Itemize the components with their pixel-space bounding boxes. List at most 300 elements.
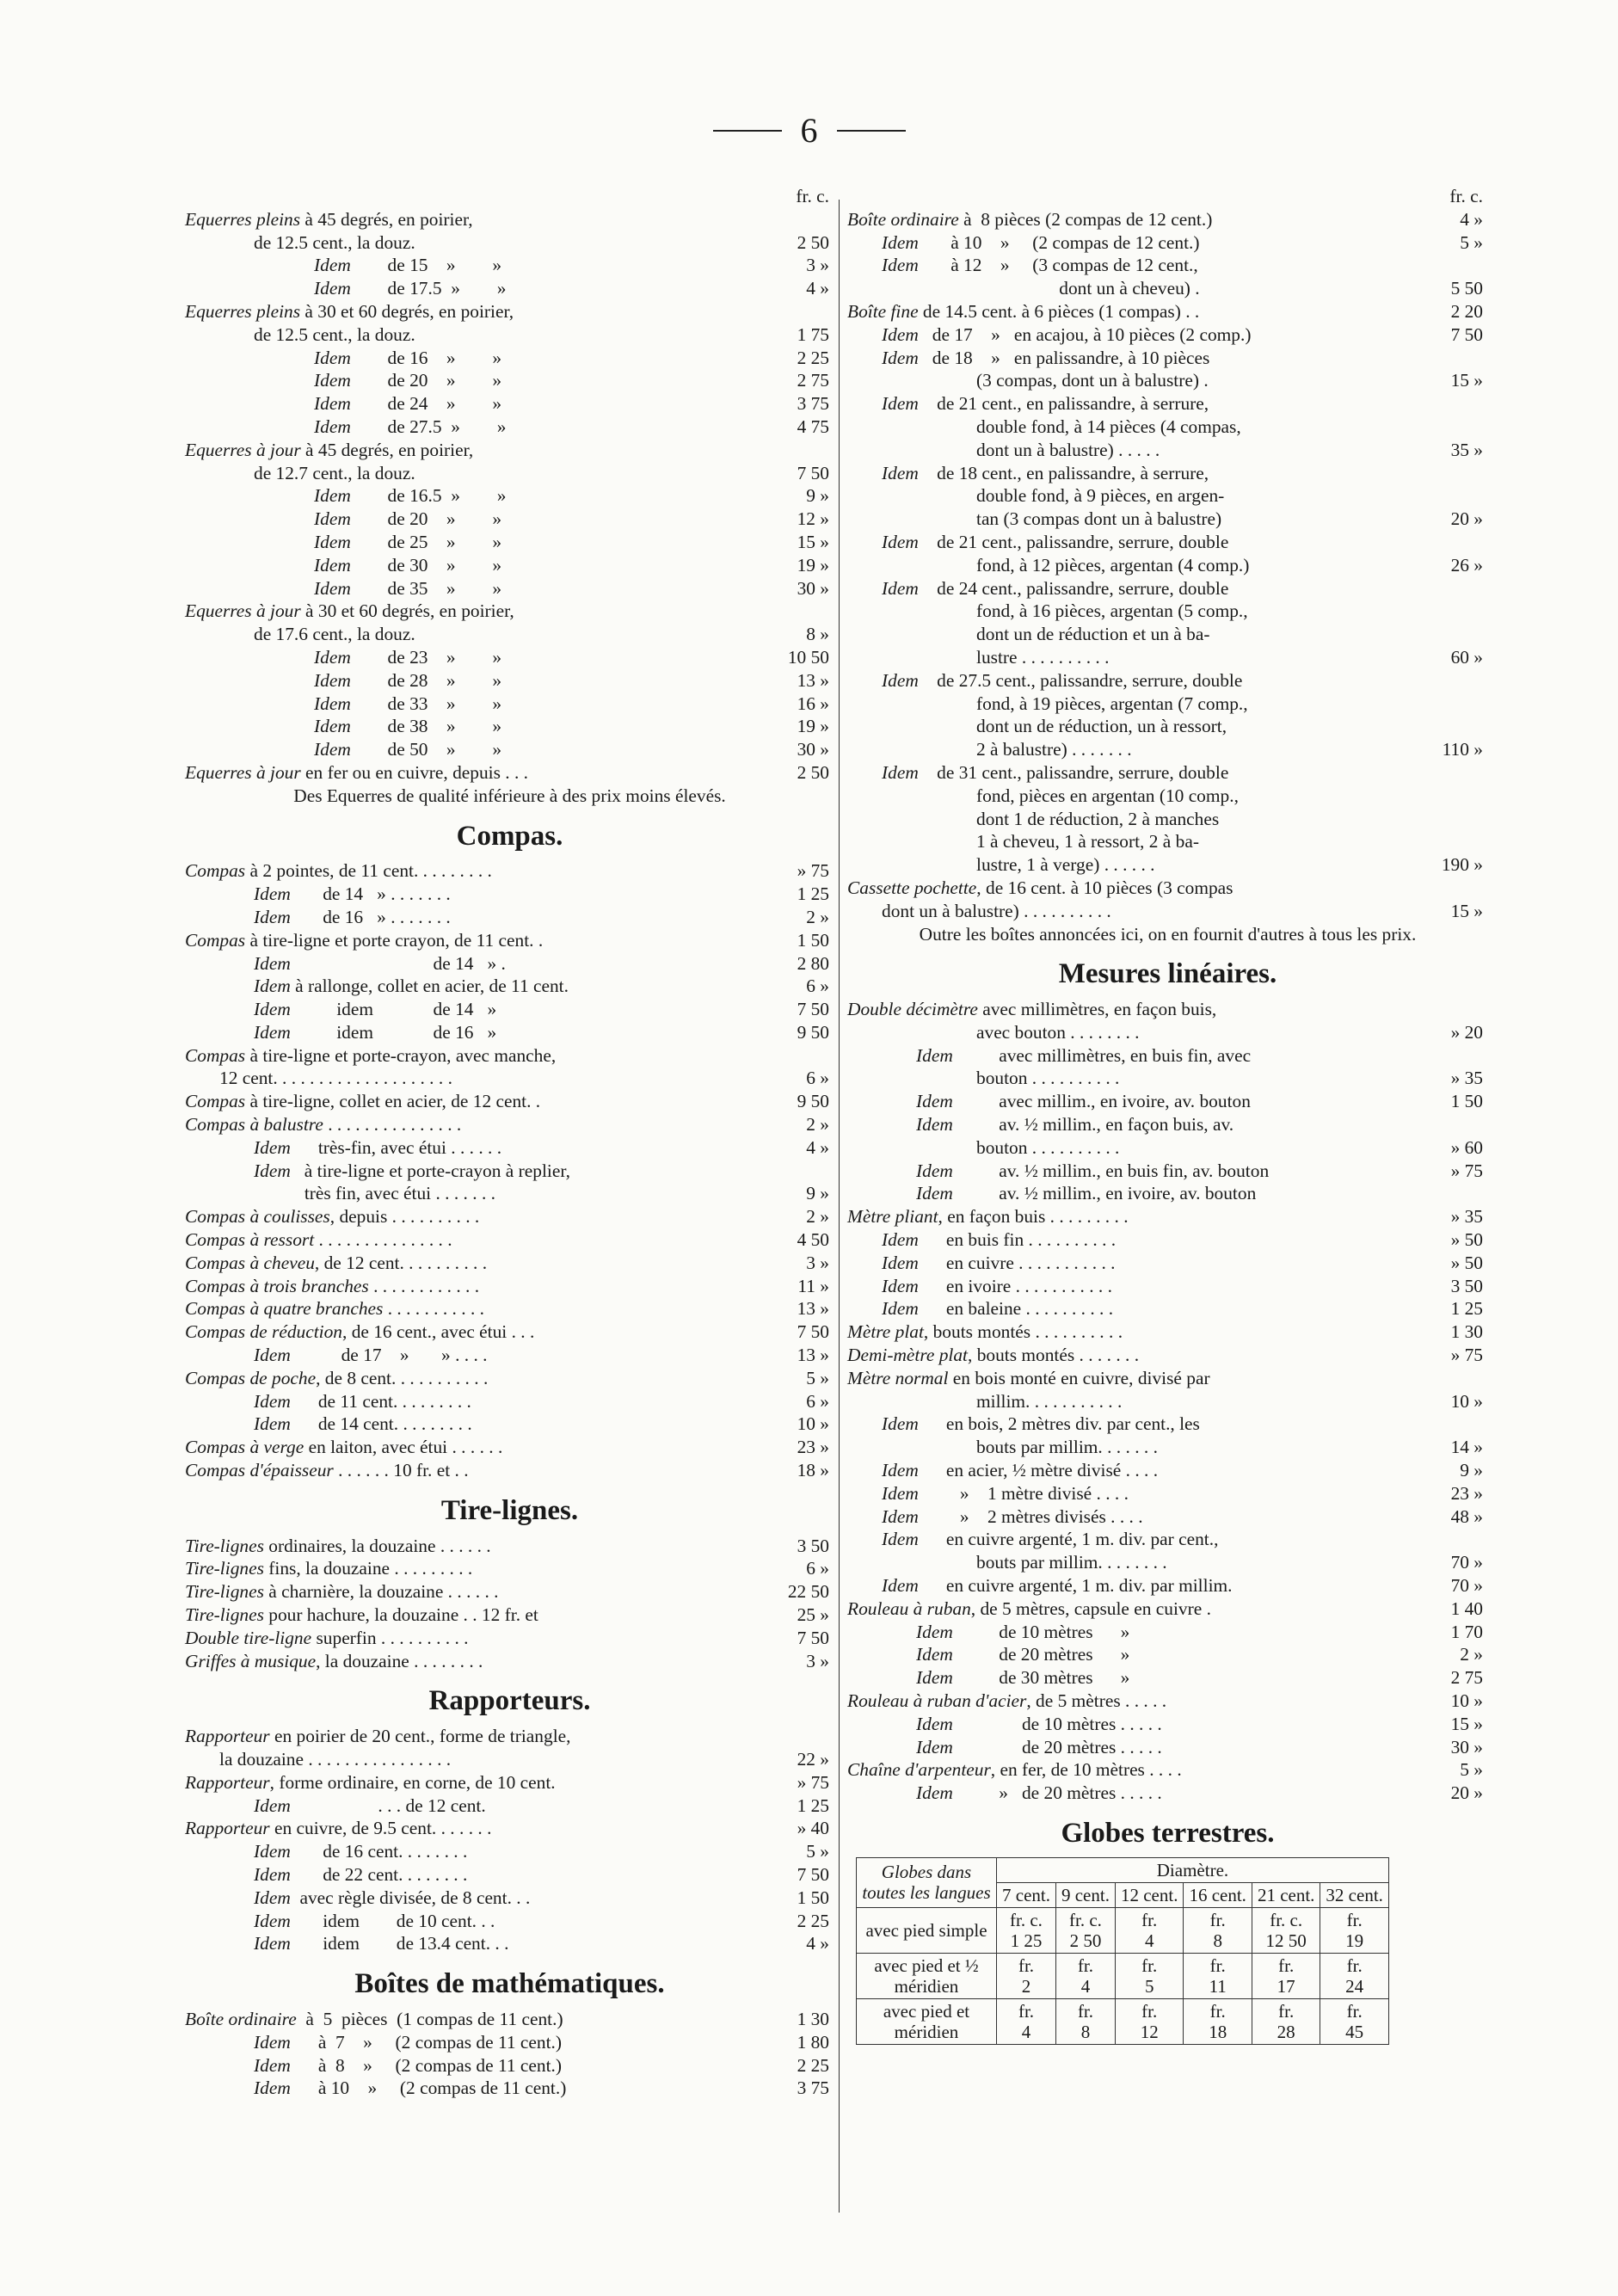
item-price: » 75 (1450, 1160, 1483, 1181)
item-label: bouts par millim. . . . . . . . (976, 1552, 1167, 1573)
item-label: avec bouton . . . . . . . . (976, 1021, 1140, 1043)
item-label: de 12.5 cent., la douz. (254, 323, 415, 345)
item-price: 7 50 (797, 999, 829, 1020)
price-row (847, 1621, 1488, 1644)
price-row (847, 1344, 1488, 1367)
price-value: 2 (1021, 1975, 1031, 1997)
price-row (185, 347, 834, 370)
price-row (847, 300, 1488, 323)
price-unit: fr. (1278, 1954, 1295, 1976)
price-value: 45 (1345, 2021, 1364, 2042)
globe-price-cell (1252, 1998, 1320, 2044)
globe-price-cell (1184, 1953, 1252, 1998)
price-row (185, 1932, 834, 1955)
item-label: Idem de 16 cent. . . . . . . . (254, 1841, 468, 1862)
price-value: 19 (1345, 1930, 1364, 1951)
item-price: 10 » (1450, 1390, 1483, 1412)
price-row (847, 830, 1488, 853)
price-row (185, 952, 834, 976)
price-value: 4 (1144, 1930, 1154, 1951)
item-label: Idem en cuivre argenté, 1 m. div. par cent., (882, 1529, 1219, 1550)
item-label: Compas de poche, de 8 cent. . . . . . . . . . . (185, 1367, 489, 1388)
item-label: Idem à 8 » (2 compas de 11 cent.) (254, 2054, 562, 2076)
price-value: 28 (1277, 2021, 1295, 2042)
price-value: 8 (1213, 1930, 1222, 1951)
price-row (847, 1436, 1488, 1459)
item-price: 2 25 (797, 1910, 829, 1931)
item-price: 3 » (806, 255, 829, 276)
item-label: Idem de 31 cent., palissandre, serrure, double (882, 761, 1229, 783)
item-price: 2 » (806, 1206, 829, 1228)
price-row (185, 1252, 834, 1275)
item-label: Idem de 18 cent., en palissandre, à serrure, (882, 462, 1209, 483)
item-price: 190 » (1441, 854, 1483, 876)
item-label: Mètre pliant, en façon buis . . . . . . . . . (847, 1206, 1129, 1228)
price-row (847, 1090, 1488, 1113)
item-label: Idem idem de 13.4 cent. . . (254, 1933, 509, 1954)
price-row (185, 1390, 834, 1413)
item-price: 1 30 (1450, 1321, 1483, 1343)
price-row (185, 1748, 834, 1771)
item-label: Idem de 50 » » (314, 739, 502, 760)
rapporteurs-list (185, 1725, 834, 1955)
price-row (185, 1459, 834, 1482)
price-row (847, 715, 1488, 738)
item-price: 1 25 (1450, 1298, 1483, 1320)
price-row (185, 1436, 834, 1459)
item-label: bouton . . . . . . . . . . (976, 1136, 1120, 1158)
item-label: Idem » 2 mètres divisés . . . . (882, 1505, 1143, 1527)
item-price: 2 50 (797, 231, 829, 253)
price-row (185, 1136, 834, 1160)
item-label: Idem de 14 » . . . . . . . (254, 883, 451, 905)
boites-note: Outre les boîtes annoncées ici, on en fournit d'autres à tous les prix. (919, 923, 1417, 945)
price-row (847, 1252, 1488, 1275)
item-label: Equerres pleins à 30 et 60 degrés, en poirier, (185, 300, 514, 322)
item-price: » 75 (1450, 1345, 1483, 1366)
price-row (185, 1067, 834, 1090)
item-label: Idem à tire-ligne et porte-crayon à replier, (254, 1160, 570, 1181)
item-price: 7 50 (797, 1321, 829, 1343)
item-label: dont un à balustre) . . . . . (976, 439, 1160, 460)
item-label: Compas de réduction, de 16 cent., avec étui . . . (185, 1321, 535, 1343)
item-price: » 50 (1450, 1229, 1483, 1251)
section-title-tirelignes: Tire-lignes. (440, 1494, 579, 1526)
item-label: Idem » de 20 mètres . . . . . (916, 1782, 1162, 1804)
item-label: Idem av. ½ millim., en façon buis, av. (916, 1114, 1234, 1136)
item-label: Idem de 38 » » (314, 716, 502, 737)
section-title-compas: Compas. (456, 820, 563, 852)
price-row (185, 1090, 834, 1113)
price-value: 24 (1345, 1975, 1364, 1997)
item-label: Idem de 16.5 » » (314, 485, 507, 507)
globes-table (856, 1857, 1389, 2045)
item-label: Rouleau à ruban, de 5 mètres, capsule en cuivre . (847, 1597, 1211, 1619)
item-label: de 17.6 cent., la douz. (254, 624, 415, 645)
price-row (185, 2077, 834, 2100)
price-value: 12 50 (1265, 1930, 1307, 1951)
item-price: 19 » (797, 554, 829, 576)
item-price: 4 » (806, 1136, 829, 1158)
boites-list-right (847, 208, 1488, 923)
item-label: Equerres à jour à 30 et 60 degrés, en poirier, (185, 600, 514, 622)
item-price: 1 25 (797, 1794, 829, 1816)
item-label: Equerres à jour en fer ou en cuivre, depuis . . . (185, 761, 529, 783)
item-label: dont un de réduction et un à ba- (976, 624, 1210, 645)
price-row (185, 231, 834, 255)
item-label: Idem de 14 cent. . . . . . . . . (254, 1413, 472, 1435)
price-row (847, 1160, 1488, 1183)
price-row (847, 900, 1488, 923)
item-label: Idem en baleine . . . . . . . . . . (882, 1298, 1114, 1320)
item-label: Idem de 27.5 cent., palissandre, serrure, double (882, 669, 1243, 691)
price-value: 18 (1209, 2021, 1227, 2042)
price-row (185, 462, 834, 485)
item-label: Idem en cuivre argenté, 1 m. div. par millim. (882, 1575, 1233, 1597)
price-row (847, 277, 1488, 300)
item-price: 30 » (1450, 1736, 1483, 1757)
item-label: la douzaine . . . . . . . . . . . . . . . . (219, 1749, 452, 1770)
item-label: bouton . . . . . . . . . . (976, 1068, 1120, 1089)
diameter-cell: 21 cent. (1252, 1882, 1320, 1907)
item-label: Idem à 7 » (2 compas de 11 cent.) (254, 2031, 562, 2053)
rule-left (713, 130, 782, 132)
item-label: Compas à 2 pointes, de 11 cent. . . . . . . . . (185, 860, 492, 882)
price-row (185, 761, 834, 785)
item-label: Idem en bois, 2 mètres div. par cent., les (882, 1413, 1200, 1435)
item-price: 2 25 (797, 2054, 829, 2076)
item-label: Rapporteur en cuivre, de 9.5 cent. . . . . . . (185, 1818, 492, 1839)
price-row (185, 439, 834, 462)
item-price: 9 » (1460, 1460, 1483, 1481)
item-label: Compas à balustre . . . . . . . . . . . . . . . (185, 1114, 462, 1136)
item-price: 2 75 (797, 370, 829, 391)
item-label: dont un à balustre) . . . . . . . . . . (882, 900, 1111, 921)
tirelignes-list (185, 1535, 834, 1673)
price-value: 5 (1144, 1975, 1154, 1997)
item-label: Compas à coulisses, depuis . . . . . . . . . . (185, 1206, 480, 1228)
price-row (185, 859, 834, 883)
globe-price-cell (1252, 1953, 1320, 1998)
item-label: Idem » 1 mètre divisé . . . . (882, 1482, 1129, 1504)
price-row (185, 277, 834, 300)
item-price: 7 50 (797, 1863, 829, 1885)
price-row (185, 1840, 834, 1863)
price-row (185, 208, 834, 231)
price-row (847, 1044, 1488, 1068)
price-row (185, 1725, 834, 1748)
item-label: Boîte ordinaire à 5 pièces (1 compas de 11 cent.) (185, 2008, 563, 2029)
item-label: Idem très-fin, avec étui . . . . . . (254, 1136, 502, 1158)
item-price: 2 25 (797, 347, 829, 368)
globe-price-cell (997, 1907, 1056, 1953)
item-label: dont 1 de réduction, 2 à manches (976, 808, 1220, 829)
globe-price-cell (1320, 1998, 1388, 2044)
item-price: 13 » (797, 1298, 829, 1320)
price-row (847, 761, 1488, 785)
item-price: 20 » (1450, 1782, 1483, 1804)
item-label: Idem av. ½ millim., en ivoire, av. bouton (916, 1183, 1257, 1204)
globe-row-label: avec pied et méridien (857, 1998, 997, 2044)
item-price: 15 » (1450, 370, 1483, 391)
item-label: Idem de 25 » » (314, 531, 502, 552)
price-value: 4 (1021, 2021, 1031, 2042)
item-price: » 50 (1450, 1252, 1483, 1273)
item-label: Idem de 33 » » (314, 692, 502, 714)
price-row (847, 208, 1488, 231)
item-label: Mètre normal en bois monté en cuivre, divisé par (847, 1367, 1210, 1388)
price-row (185, 254, 834, 277)
item-price: 4 » (806, 278, 829, 299)
price-row (185, 906, 834, 929)
item-label: Idem de 30 mètres » (916, 1667, 1130, 1689)
price-row (847, 577, 1488, 600)
item-price: » 60 (1450, 1136, 1483, 1158)
price-row (185, 1320, 834, 1344)
item-price: 10 » (797, 1413, 829, 1435)
price-row (847, 1275, 1488, 1298)
price-row (847, 1205, 1488, 1228)
item-label: fond, à 19 pièces, argentan (7 comp., (976, 692, 1248, 714)
price-value: 1 25 (1010, 1930, 1043, 1951)
item-price: 1 75 (797, 323, 829, 345)
price-value: 12 (1140, 2021, 1159, 2042)
item-price: 7 50 (1450, 323, 1483, 345)
price-value: 4 (1080, 1975, 1091, 1997)
page-number-line (0, 110, 1618, 151)
item-price: » 35 (1450, 1206, 1483, 1228)
globe-row-label: avec pied simple (857, 1907, 997, 1953)
price-row (185, 883, 834, 906)
price-unit: fr. c. (1069, 1909, 1102, 1930)
price-row (847, 692, 1488, 716)
price-row (185, 1021, 834, 1044)
item-price: 3 50 (797, 1535, 829, 1556)
price-row (847, 1182, 1488, 1205)
item-price: 1 30 (797, 2008, 829, 2029)
price-row (185, 715, 834, 738)
globes-corner-cell: Globes dans toutes les langues (857, 1857, 997, 1907)
price-row (185, 1275, 834, 1298)
price-row (185, 1367, 834, 1390)
price-row (185, 323, 834, 347)
price-value: 11 (1209, 1975, 1227, 1997)
item-label: Idem de 24 » » (314, 393, 502, 415)
price-row (185, 1650, 834, 1673)
item-label: dont un à cheveu) . (976, 278, 1200, 299)
item-label: 1 à cheveu, 1 à ressort, 2 à ba- (976, 831, 1199, 853)
item-price: 1 50 (797, 929, 829, 951)
item-label: Idem de 16 » » (314, 347, 502, 368)
section-title-mesures: Mesures linéaires. (1058, 958, 1277, 990)
right-column (847, 185, 1488, 2045)
globe-price-cell (1115, 1998, 1183, 2044)
item-label: Idem de 21 cent., en palissandre, à serrure, (882, 393, 1209, 415)
price-row (185, 554, 834, 577)
item-price: 23 » (797, 1437, 829, 1458)
price-row (185, 300, 834, 323)
globe-row (857, 1953, 1389, 1998)
left-column (185, 185, 834, 2100)
price-row (847, 369, 1488, 392)
item-label: Idem en ivoire . . . . . . . . . . . (882, 1275, 1112, 1296)
price-row (185, 577, 834, 600)
price-row (847, 1459, 1488, 1482)
globe-price-cell (1115, 1907, 1183, 1953)
diameter-cell: 9 cent. (1055, 1882, 1115, 1907)
item-price: 6 » (806, 1558, 829, 1579)
price-unit: fr. (1018, 2000, 1035, 2022)
item-label: Compas à quatre branches . . . . . . . . . . . (185, 1298, 484, 1320)
item-price: 1 50 (797, 1887, 829, 1908)
price-row (185, 484, 834, 508)
item-price: 5 » (1460, 231, 1483, 253)
item-label: dont un de réduction, un à ressort, (976, 716, 1227, 737)
item-label: Idem avec millim., en ivoire, av. bouton (916, 1091, 1251, 1112)
item-label: Idem de 17 » » . . . . (254, 1345, 488, 1366)
globe-price-cell (1252, 1907, 1320, 1953)
item-label: Idem en acier, ½ mètre divisé . . . . (882, 1460, 1159, 1481)
item-price: 4 » (1460, 208, 1483, 230)
price-unit: fr. (1141, 1954, 1158, 1976)
price-row (847, 1390, 1488, 1413)
globe-price-cell (1115, 1953, 1183, 1998)
item-label: Cassette pochette, de 16 cent. à 10 pièces (3 compas (847, 877, 1233, 898)
item-price: 2 75 (1450, 1667, 1483, 1689)
boites-list-left (185, 2008, 834, 2100)
item-label: Tire-lignes à charnière, la douzaine . . . . . . (185, 1581, 499, 1603)
price-row (185, 692, 834, 716)
item-label: Idem de 23 » » (314, 646, 502, 668)
price-row (847, 1758, 1488, 1782)
item-price: 14 » (1450, 1437, 1483, 1458)
item-label: Idem de 14 » . (254, 952, 506, 974)
item-price: 10 » (1450, 1690, 1483, 1711)
item-label: Idem de 10 mètres » (916, 1621, 1130, 1642)
price-row (185, 1413, 834, 1436)
price-row (185, 1113, 834, 1136)
item-price: 4 » (806, 1933, 829, 1954)
diameter-cell: 32 cent. (1320, 1882, 1388, 1907)
item-price: 2 80 (797, 952, 829, 974)
price-unit: fr. (1141, 2000, 1158, 2022)
price-row (847, 484, 1488, 508)
price-row (185, 415, 834, 439)
diameter-cell: 16 cent. (1184, 1882, 1252, 1907)
item-price: 5 » (806, 1367, 829, 1388)
price-row (847, 877, 1488, 900)
price-row (847, 531, 1488, 554)
price-row (185, 2031, 834, 2054)
mesures-list (847, 998, 1488, 1805)
item-label: Mètre plat, bouts montés . . . . . . . . . . (847, 1321, 1123, 1343)
item-price: 18 » (797, 1460, 829, 1481)
price-row (185, 1817, 834, 1840)
price-row (847, 1067, 1488, 1090)
item-label: fond, pièces en argentan (10 comp., (976, 785, 1239, 806)
price-row (847, 998, 1488, 1021)
price-row (185, 1627, 834, 1650)
item-price: 110 » (1442, 739, 1483, 760)
item-price: 22 » (797, 1749, 829, 1770)
item-label: Rapporteur, forme ordinaire, en corne, de 10 cent. (185, 1771, 556, 1793)
item-price: 5 » (806, 1841, 829, 1862)
price-row (847, 785, 1488, 808)
price-row (847, 1367, 1488, 1390)
item-price: 25 » (797, 1604, 829, 1626)
price-row (847, 1320, 1488, 1344)
price-unit: fr. (1346, 1954, 1363, 1976)
item-label: lustre, 1 à verge) . . . . . . (976, 854, 1155, 876)
item-label: Idem à 10 » (2 compas de 11 cent.) (254, 2077, 567, 2099)
globe-row (857, 1998, 1389, 2044)
item-label: Compas d'épaisseur . . . . . . 10 fr. et . . (185, 1460, 469, 1481)
item-price: 7 50 (797, 462, 829, 483)
globe-price-cell (997, 1953, 1056, 1998)
globe-price-cell (1320, 1907, 1388, 1953)
price-row (185, 1182, 834, 1205)
price-row (847, 392, 1488, 415)
item-label: Griffes à musique, la douzaine . . . . . . . . (185, 1650, 483, 1671)
item-label: (3 compas, dont un à balustre) . (976, 370, 1209, 391)
item-label: Chaîne d'arpenteur, en fer, de 10 mètres . . . . (847, 1759, 1182, 1781)
price-row (847, 554, 1488, 577)
price-value: 2 50 (1069, 1930, 1102, 1951)
item-label: Rapporteur en poirier de 20 cent., forme de triangle, (185, 1726, 571, 1747)
item-price: 70 » (1450, 1575, 1483, 1597)
item-price: 5 » (1460, 1759, 1483, 1781)
item-label: Idem av. ½ millim., en buis fin, av. bouton (916, 1160, 1270, 1181)
price-row (847, 738, 1488, 761)
price-unit: fr. (1018, 1954, 1035, 1976)
item-label: Idem de 17 » en acajou, à 10 pièces (2 comp.) (882, 323, 1252, 345)
item-price: » 35 (1450, 1068, 1483, 1089)
item-price: 23 » (1450, 1482, 1483, 1504)
equerres-list (185, 208, 834, 785)
globe-price-cell (997, 1998, 1056, 2044)
item-label: très fin, avec étui . . . . . . . (254, 1183, 495, 1204)
price-row (847, 669, 1488, 692)
item-label: Compas à ressort . . . . . . . . . . . . . . . (185, 1229, 452, 1251)
item-price: » 20 (1450, 1021, 1483, 1043)
price-row (185, 1344, 834, 1367)
diameter-cell: 12 cent. (1115, 1882, 1183, 1907)
price-row (847, 462, 1488, 485)
price-row (847, 439, 1488, 462)
item-label: Idem de 18 » en palissandre, à 10 pièces (882, 347, 1210, 368)
item-price: 13 » (797, 669, 829, 691)
globe-price-cell (1184, 1998, 1252, 2044)
item-price: 20 » (1450, 508, 1483, 530)
price-row (847, 508, 1488, 531)
currency-header: fr. c. (796, 186, 829, 206)
price-unit: fr. (1209, 1954, 1226, 1976)
price-row (847, 1505, 1488, 1529)
item-price: 35 » (1450, 439, 1483, 460)
price-row (847, 600, 1488, 623)
price-unit: fr. (1346, 1909, 1363, 1930)
price-row (847, 254, 1488, 277)
currency-header: fr. c. (1449, 186, 1483, 206)
item-price: 2 50 (797, 761, 829, 783)
price-row (847, 415, 1488, 439)
price-row (847, 1136, 1488, 1160)
item-price: 3 50 (1450, 1275, 1483, 1296)
price-row (847, 1643, 1488, 1666)
item-label: Idem à rallonge, collet en acier, de 11 cent. (254, 976, 569, 997)
item-label: 2 à balustre) . . . . . . . (976, 739, 1132, 760)
item-price: 30 » (797, 739, 829, 760)
